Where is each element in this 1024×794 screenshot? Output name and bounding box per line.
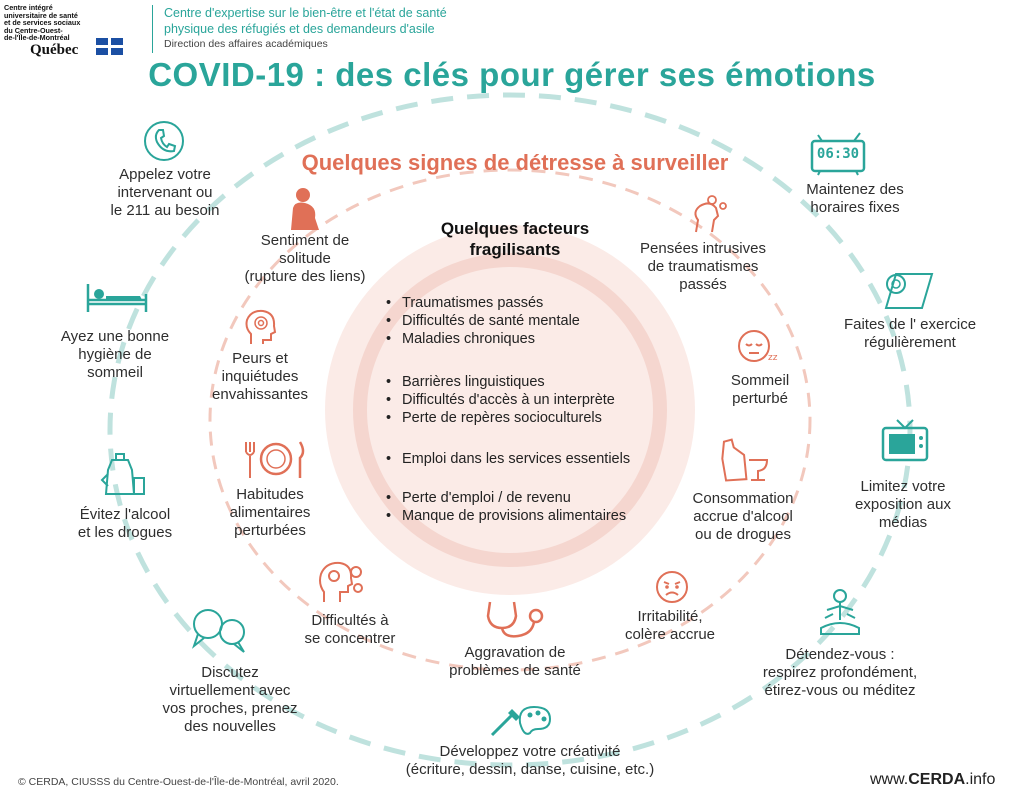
key-schedule: Maintenez des horaires fixes xyxy=(806,181,904,216)
sign-consumption: Consommation accrue d'alcool ou de drogues xyxy=(692,490,794,543)
sign-irritability: Irritabilité, colère accrue xyxy=(624,608,716,643)
bottle-glass-icon xyxy=(715,438,771,484)
factors-group-1 xyxy=(384,294,580,348)
key-creativity: Développez votre créativité (écriture, dessin, danse, cuisine, etc.) xyxy=(405,743,655,778)
page-title: COVID-19 : des clés pour gérer ses émotions xyxy=(148,56,876,93)
stethoscope-icon xyxy=(482,598,548,640)
factors-group-3 xyxy=(384,450,630,468)
clock-time: 06:30 xyxy=(816,146,860,162)
kettle-icon xyxy=(100,450,146,498)
sign-eating: Habitudes alimentaires perturbées xyxy=(229,486,311,539)
sign-fears: Peurs et inquiétudes envahissantes xyxy=(212,350,308,403)
brain-spiral-icon xyxy=(243,308,277,346)
key-call: Appelez votre intervenant ou le 211 au besoin xyxy=(110,166,220,219)
key-avoid: Évitez l'alcool et les drogues xyxy=(77,506,173,541)
center-name: Centre d'expertise sur le bien-être et l'état de santé physique des réfugiés et des demandeurs d'asile xyxy=(164,6,447,36)
meditation-icon xyxy=(815,588,865,640)
head-gear-icon xyxy=(690,192,730,234)
website-link[interactable] xyxy=(870,771,995,789)
sign-sleep: Sommeil perturbé xyxy=(730,372,790,407)
quebec-wordmark: Québec xyxy=(30,42,79,58)
factors-heading: Quelques facteurs fragilisants xyxy=(440,219,590,259)
key-sleep-hygiene: Ayez une bonne hygiène de sommeil xyxy=(60,328,170,381)
svg-text:zz: zz xyxy=(768,353,778,363)
tv-icon xyxy=(880,416,930,468)
key-relax: Détendez-vous : respirez profondément, étirez-vous ou méditez xyxy=(762,646,918,699)
sign-concentration: Difficultés à se concentrer xyxy=(304,612,396,647)
bed-icon xyxy=(84,282,150,314)
list-item: • Manque de provisions alimentaires xyxy=(384,507,626,525)
list-item: • Barrières linguistiques xyxy=(384,373,615,391)
factors-group-2 xyxy=(384,373,615,427)
factors-group-4 xyxy=(384,489,626,525)
sign-health: Aggravation de problèmes de santé xyxy=(449,644,581,679)
direction-label: Direction des affaires académiques xyxy=(164,38,328,50)
angry-face-icon xyxy=(655,570,689,604)
list-item: • Traumatismes passés xyxy=(384,294,580,312)
key-exercise: Faites de l' exercice régulièrement xyxy=(843,316,977,351)
sleepy-face-icon xyxy=(738,328,778,364)
list-item: • Emploi dans les services essentiels xyxy=(384,450,630,468)
list-item: • Maladies chroniques xyxy=(384,330,580,348)
list-item: • Difficultés de santé mentale xyxy=(384,312,580,330)
sign-solitude: Sentiment de solitude (rupture des liens) xyxy=(244,232,366,285)
sign-intrusive: Pensées intrusives de traumatismes passés xyxy=(640,240,766,293)
header-divider xyxy=(152,5,153,53)
list-item: • Difficultés d'accès à un interprète xyxy=(384,391,615,409)
copyright: © CERDA, CIUSSS du Centre-Ouest-de-l'Île-de-Montréal, avril 2020. xyxy=(18,776,339,788)
yoga-mat-icon xyxy=(882,268,938,312)
quebec-flag-icon xyxy=(96,38,123,55)
lonely-person-icon xyxy=(285,186,325,232)
website-prefix: www. xyxy=(870,771,909,788)
key-media: Limitez votre exposition aux médias xyxy=(855,478,951,531)
website-suffix: .info xyxy=(965,771,996,788)
organization-name: Centre intégré universitaire de santé et de services sociaux du Centre-Ouest- de-l'Île-de-Montréal xyxy=(4,3,81,43)
website-brand: CERDA xyxy=(908,771,966,788)
distress-subtitle: Quelques signes de détresse à surveiller xyxy=(301,150,729,175)
clock-widget xyxy=(810,131,866,177)
plate-fork-knife-icon xyxy=(240,438,312,480)
list-item: • Perte d'emploi / de revenu xyxy=(384,489,626,507)
head-gears-icon xyxy=(318,560,368,604)
chat-bubbles-icon xyxy=(190,606,250,656)
palette-brush-icon xyxy=(488,703,552,739)
key-discuss: Discutez virtuellement avec vos proches, prenez des nouvelles xyxy=(162,664,298,735)
phone-icon xyxy=(143,120,185,162)
list-item: • Perte de repères socioculturels xyxy=(384,409,615,427)
